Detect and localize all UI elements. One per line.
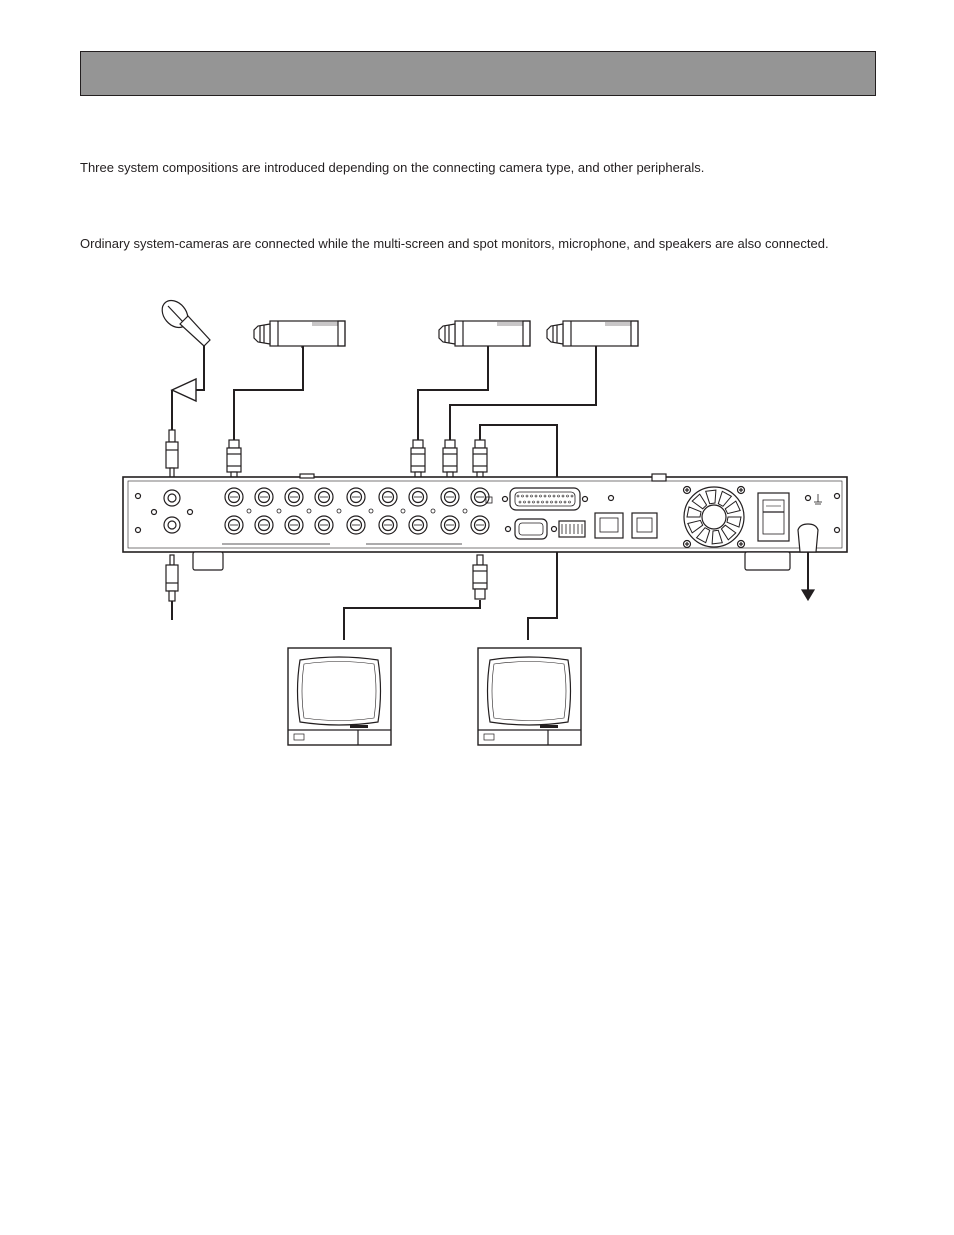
bnc-connector-icon <box>227 440 241 482</box>
bnc-terminal <box>225 488 243 506</box>
bnc-terminal <box>315 516 333 534</box>
recorder-rear-panel <box>123 474 847 570</box>
bnc-terminal <box>255 488 273 506</box>
bnc-terminal <box>409 516 427 534</box>
monitor-icon <box>478 648 581 745</box>
bnc-terminal <box>441 516 459 534</box>
composition-paragraph: Ordinary system-cameras are connected while the multi-screen and spot monitors, microphone, and speakers are also connected. <box>80 236 829 251</box>
intro-paragraph: Three system compositions are introduced depending on the connecting camera type, and other peripherals. <box>80 160 705 175</box>
pin-plug-icon <box>166 430 178 480</box>
bnc-terminal <box>379 488 397 506</box>
camera-icon <box>254 321 345 348</box>
fan-icon <box>684 487 745 548</box>
bnc-connector-icon <box>443 440 457 482</box>
microphone-icon <box>157 295 210 346</box>
bnc-terminal <box>347 516 365 534</box>
cable-multiscreen-monitor <box>344 600 480 640</box>
bnc-terminal <box>285 488 303 506</box>
cable-mic-amp <box>196 344 204 390</box>
bnc-connector-icon <box>473 440 487 482</box>
bnc-terminal <box>471 516 489 534</box>
bnc-connector-icon <box>473 555 487 599</box>
cable-camera-2 <box>418 346 488 440</box>
camera-icon <box>439 321 530 346</box>
cable-camera-1 <box>234 346 303 440</box>
bnc-terminal <box>409 488 427 506</box>
bnc-terminal <box>285 516 303 534</box>
pin-plug-icon <box>166 555 178 601</box>
bnc-terminal <box>315 488 333 506</box>
power-arrow-icon <box>802 552 814 600</box>
bnc-terminal <box>255 516 273 534</box>
bnc-terminal <box>225 516 243 534</box>
bnc-terminal <box>379 516 397 534</box>
monitor-icon <box>288 648 391 745</box>
bnc-connector-icon <box>411 440 425 482</box>
bnc-terminal <box>347 488 365 506</box>
amplifier-icon <box>172 379 196 401</box>
bnc-terminal <box>441 488 459 506</box>
camera-icon <box>547 321 638 346</box>
